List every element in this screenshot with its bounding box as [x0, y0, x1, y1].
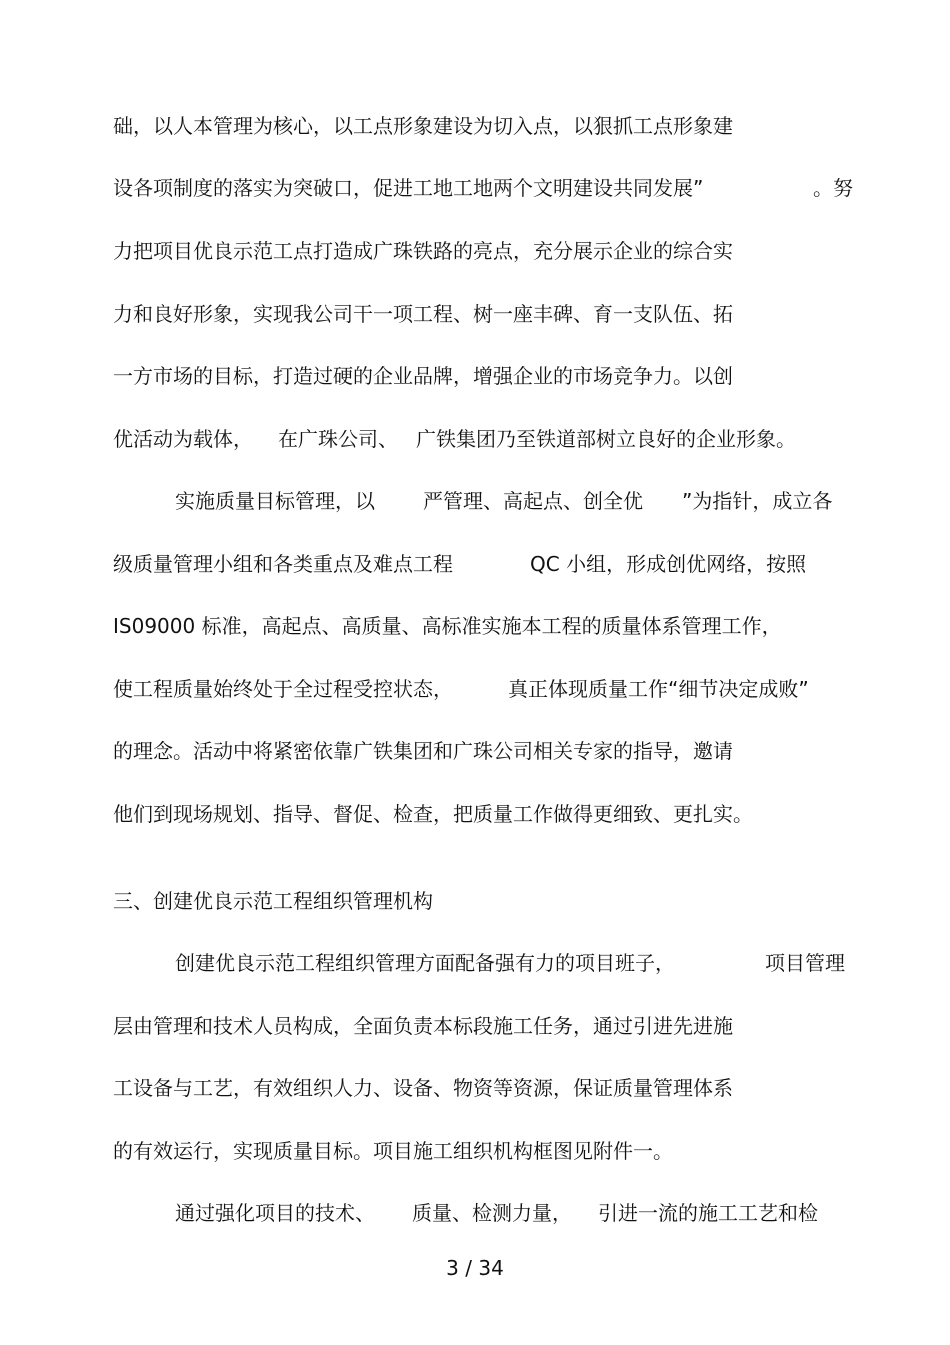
text-segment: 通过强化项目的技术、 — [175, 1201, 375, 1225]
text-segment: 严管理、高起点、创全优 — [423, 489, 643, 513]
section-heading — [0, 883, 950, 919]
text-line — [0, 1195, 950, 1231]
text-segment: 级质量管理小组和各类重点及难点工程 — [113, 552, 453, 576]
text-line — [0, 546, 950, 582]
text-segment: 一方市场的目标，打造过硬的企业品牌，增强企业的市场竞争力。以创 — [113, 364, 733, 388]
text-line — [0, 945, 950, 981]
text-line — [0, 170, 950, 206]
text-segment: 设各项制度的落实为突破口，促进工地工地两个文明建设共同发展” — [113, 176, 704, 200]
text-segment: 质量、检测力量， — [412, 1201, 572, 1225]
text-segment: 使工程质量始终处于全过程受控状态， — [113, 677, 453, 701]
page-number: 3 / 34 — [446, 1256, 504, 1280]
text-line — [0, 233, 950, 269]
text-segment: 力把项目优良示范工点打造成广珠铁路的亮点，充分展示企业的综合实 — [113, 239, 733, 263]
text-segment: 真正体现质量工作“细节决定成败” — [508, 677, 809, 701]
text-line — [0, 296, 950, 332]
text-line — [0, 671, 950, 707]
text-segment: 力和良好形象，实现我公司干一项工程、树一座丰碑、育一支队伍、拓 — [113, 302, 733, 326]
text-line — [0, 796, 950, 832]
text-segment: 础，以人本管理为核心，以工点形象建设为切入点，以狠抓工点形象建 — [113, 114, 733, 138]
text-line — [0, 733, 950, 769]
text-segment: 。努 — [813, 176, 853, 200]
text-line — [0, 608, 950, 644]
text-segment: 实施质量目标管理，以 — [175, 489, 375, 513]
text-line — [0, 1133, 950, 1169]
text-segment: 优活动为载体， — [113, 427, 253, 451]
text-segment: IS09000 标准，高起点、高质量、高标准实施本工程的质量体系管理工作， — [113, 614, 782, 638]
text-line — [0, 108, 950, 144]
text-line — [0, 483, 950, 519]
text-line — [0, 358, 950, 394]
text-segment: 在广珠公司、 — [278, 427, 398, 451]
text-segment: ”为指针，成立各 — [682, 489, 833, 513]
text-line — [0, 1070, 950, 1106]
text-segment: 广铁集团乃至铁道部树立良好的企业形象。 — [416, 427, 796, 451]
text-segment: 工设备与工艺，有效组织人力、设备、物资等资源，保证质量管理体系 — [113, 1076, 733, 1100]
text-segment: 引进一流的施工工艺和检 — [598, 1201, 818, 1225]
text-segment: 的理念。活动中将紧密依靠广铁集团和广珠公司相关专家的指导，邀请 — [113, 739, 733, 763]
text-segment: 创建优良示范工程组织管理方面配备强有力的项目班子， — [175, 951, 675, 975]
text-segment: 的有效运行，实现质量目标。项目施工组织机构框图见附件一。 — [113, 1139, 673, 1163]
text-line — [0, 1008, 950, 1044]
text-segment: 三、创建优良示范工程组织管理机构 — [113, 889, 433, 913]
text-line — [0, 421, 950, 457]
text-segment: QC 小组，形成创优网络，按照 — [530, 552, 807, 576]
text-segment: 层由管理和技术人员构成，全面负责本标段施工任务，通过引进先进施 — [113, 1014, 733, 1038]
text-segment: 项目管理 — [765, 951, 845, 975]
text-segment: 他们到现场规划、指导、督促、检查，把质量工作做得更细致、更扎实。 — [113, 802, 753, 826]
